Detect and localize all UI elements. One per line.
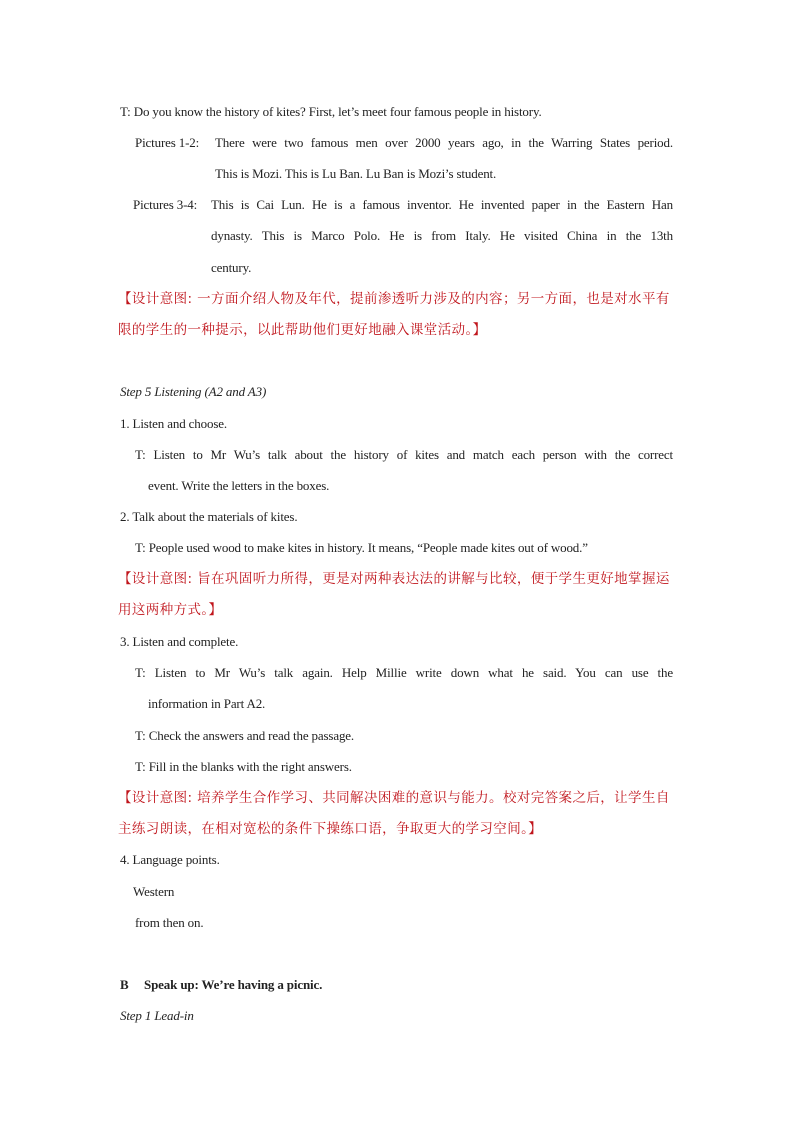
language-point-2: from then on. [135,915,204,930]
design-note-2-line-1: 【设计意图: 旨在巩固听力所得，更是对两种表达法的讲解与比较，便于学生更好地掌握运 [118,571,670,587]
step5-heading: Step 5 Listening (A2 and A3) [120,384,267,399]
step5-item3-title: 3. Listen and complete. [120,634,239,649]
pictures-3-4-line-2: dynasty. This is Marco Polo. He is from Italy. He visited China in the 13th [211,228,673,243]
design-note-3-line-2: 主练习朗读，在相对宽松的条件下操练口语，争取更大的学习空间。】 [118,821,543,837]
step5-item2-title: 2. Talk about the materials of kites. [120,509,298,524]
step5-item2-line-1: T: People used wood to make kites in history. It means, “People made kites out of wood.” [135,540,588,555]
design-note-1-line-1: 【设计意图: 一方面介绍人物及年代，提前渗透听力涉及的内容；另一方面，也是对水平有 [118,291,670,307]
design-note-1-line-2: 限的学生的一种提示，以此帮助他们更好地融入课堂活动。】 [118,322,487,338]
pictures-3-4-label: Pictures 3-4: [133,197,198,212]
step5-item1-line-1: T: Listen to Mr Wu’s talk about the history of kites and match each person with the correct [135,447,673,462]
pictures-1-2-label: Pictures 1-2: [135,135,200,150]
pictures-1-2-line-2: This is Mozi. This is Lu Ban. Lu Ban is Mozi’s student. [215,166,497,181]
intro-line: T: Do you know the history of kites? First, let’s meet four famous people in history. [120,104,542,119]
step5-item1-title: 1. Listen and choose. [120,416,227,431]
pictures-3-4-line-1: This is Cai Lun. He is a famous inventor. He invented paper in the Eastern Han [211,197,673,212]
language-point-1: Western [133,884,175,899]
step5-item3-line-4: T: Fill in the blanks with the right answers. [135,759,352,774]
section-b-heading: B Speak up: We’re having a picnic. [120,977,323,992]
step5-item1-line-2: event. Write the letters in the boxes. [148,478,330,493]
step5-item4-title: 4. Language points. [120,852,220,867]
pictures-3-4-line-3: century. [211,260,252,275]
step5-item3-line-2: information in Part A2. [148,696,266,711]
section-b-step1: Step 1 Lead-in [120,1008,194,1023]
design-note-3-line-1: 【设计意图: 培养学生合作学习、共同解决困难的意识与能力。校对完答案之后，让学生自 [118,790,670,806]
pictures-1-2-line-1: There were two famous men over 2000 years ago, in the Warring States period. [215,135,673,150]
step5-item3-line-1: T: Listen to Mr Wu’s talk again. Help Millie write down what he said. You can use the [135,665,673,680]
design-note-2-line-2: 用这两种方式。】 [118,602,223,618]
step5-item3-line-3: T: Check the answers and read the passage. [135,728,355,743]
